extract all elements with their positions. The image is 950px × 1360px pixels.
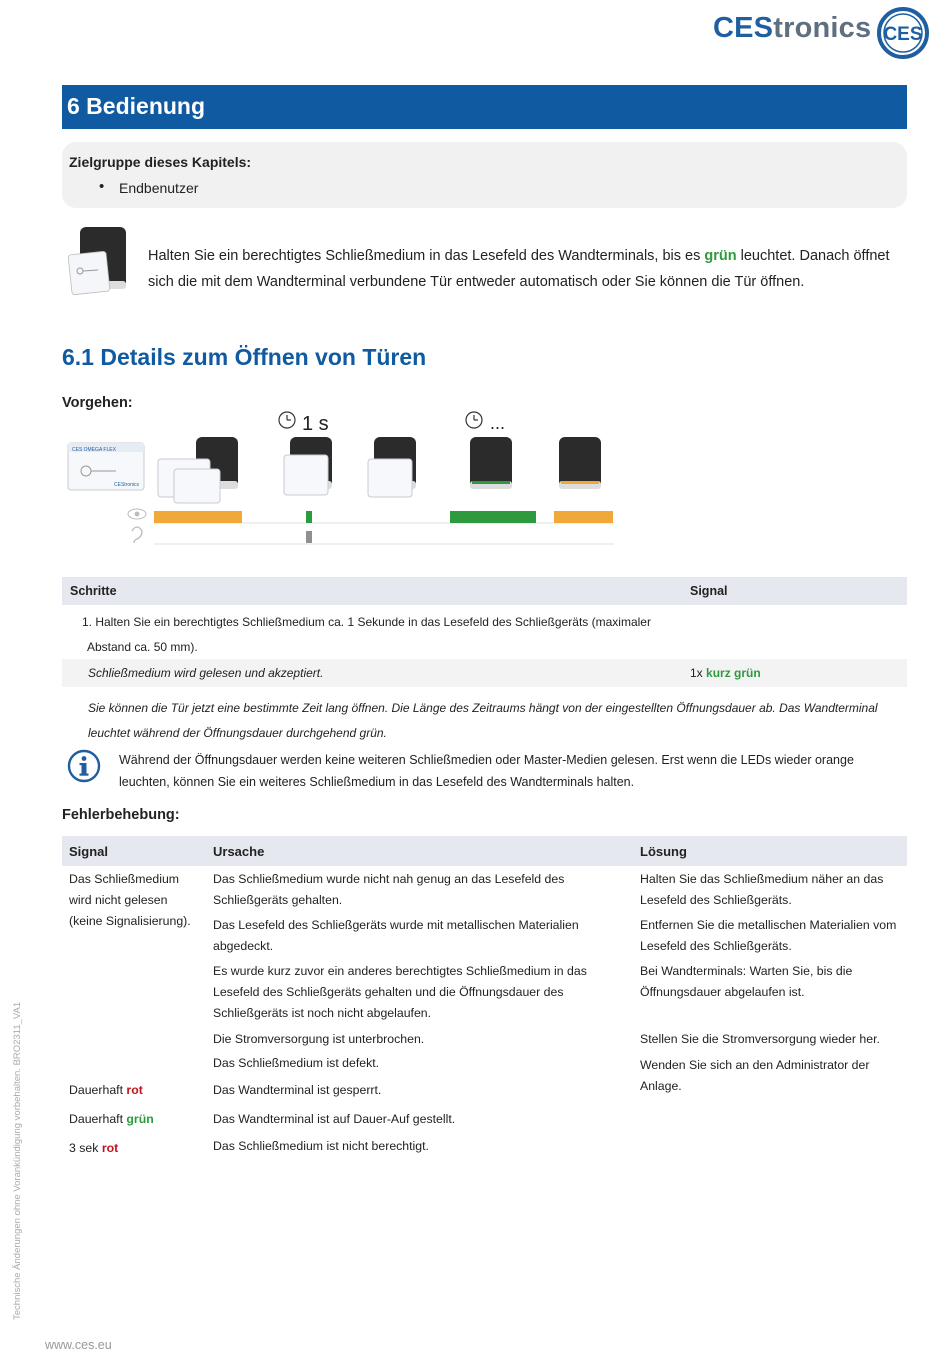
- signal-3-prefix: Dauerhaft: [69, 1112, 127, 1126]
- cause-1: Das Schließmedium wurde nicht nah genug an das Lesefeld des Schließgeräts gehalten.: [213, 872, 565, 907]
- terminal-step-3: [368, 437, 416, 497]
- info-icon: [67, 749, 101, 783]
- logo-suffix: tronics: [773, 12, 872, 44]
- access-card: [68, 443, 144, 490]
- led-bar-orange-end: [554, 511, 613, 523]
- step-note: Sie können die Tür jetzt eine bestimmte Zeit lang öffnen. Die Länge des Zeitraums hängt von der eingestellten Öffnungsdauer ab. Das Wandterminal leuchtet während der Öffnungsdauer durchgehend grün.: [88, 701, 878, 740]
- eye-icon: [128, 509, 146, 519]
- ear-icon: [132, 527, 142, 543]
- cause-8: Das Schließmedium ist nicht berechtigt.: [213, 1139, 429, 1153]
- col-signal: Signal: [69, 844, 109, 859]
- intro-text-after: leuchtet. Danach öffnet sich die mit dem Wandterminal verbundene Tür entweder automatisch oder Sie können die Tür öffnen.: [148, 248, 890, 290]
- signal-3-color: grün: [126, 1112, 154, 1126]
- cause-2: Das Lesefeld des Schließgeräts wurde mit metallischen Materialien abgedeckt.: [213, 918, 579, 953]
- col-cause: Ursache: [213, 844, 265, 859]
- signal-permanent-green: [69, 1109, 154, 1130]
- logo-brand: CES: [713, 12, 774, 44]
- wall-terminal-with-card-illustration: [66, 225, 130, 297]
- troubleshooting-label: Fehlerbehebung:: [62, 807, 180, 823]
- step-result-text: Schließmedium wird gelesen und akzeptiert.: [88, 666, 324, 680]
- step-1-text: 1. Halten Sie ein berechtigtes Schließmedium ca. 1 Sekunde in das Lesefeld des Schließgeräts (maximaler Abstand ca. 50 mm).: [82, 615, 651, 654]
- target-group-box: [62, 142, 907, 208]
- step-signal-prefix: 1x: [690, 666, 707, 680]
- solution-5: Wenden Sie sich an den Administrator der Anlage.: [640, 1058, 870, 1093]
- signal-4-color: rot: [101, 1141, 119, 1155]
- led-bar-green-open: [450, 511, 536, 523]
- solution-3: Bei Wandterminals: Warten Sie, bis die Öffnungsdauer abgelaufen ist.: [640, 964, 853, 999]
- timer-1s-label: 1 s: [302, 413, 329, 435]
- col-solution: Lösung: [640, 844, 687, 859]
- sound-bar-beep: [306, 531, 312, 543]
- footer-url: www.ces.eu: [45, 1338, 112, 1352]
- chapter-banner: [62, 85, 907, 129]
- chapter-title: 6 Bedienung: [67, 93, 206, 119]
- step-signal: [690, 666, 761, 680]
- cause-3: Es wurde kurz zuvor ein anderes berechtigtes Schließmedium in das Lesefeld des Schließgeräts gehalten und die Öffnungsdauer des Schließgeräts ist noch nicht abgelaufen.: [213, 964, 587, 1020]
- cause-5: Das Schließmedium ist defekt.: [213, 1056, 380, 1070]
- timer-1s: [279, 412, 329, 435]
- intro-text-before: Halten Sie ein berechtigtes Schließmedium in das Lesefeld des Wandterminals, bis es: [148, 248, 705, 264]
- signal-permanent-red: [69, 1080, 143, 1101]
- ces-emblem-icon: [876, 6, 930, 60]
- info-note-text: Während der Öffnungsdauer werden keine weiteren Schließmedien oder Master-Medien gelesen. Erst wenn die LEDs wieder orange leuchten, können Sie ein weiteres Schließmedium in das Lesefeld des Wandterminals halten.: [119, 753, 854, 789]
- card-brand: CES OMEGA FLEX: [72, 447, 116, 453]
- terminal-step-4: [470, 437, 512, 489]
- solution-1: Halten Sie das Schließmedium näher an das Lesefeld des Schließgeräts.: [640, 872, 884, 907]
- target-group-title: Zielgruppe dieses Kapitels:: [69, 154, 252, 170]
- bullet: •: [99, 178, 105, 195]
- led-bar-orange-start: [154, 511, 242, 523]
- led-bar-green-short: [306, 511, 312, 523]
- troubleshooting-table-header: [62, 836, 907, 866]
- sidebar-disclaimer: Technische Änderungen ohne Vorankündigung vorbehalten. BRO2311_VA1: [12, 1001, 23, 1320]
- signal-2-prefix: Dauerhaft: [69, 1083, 127, 1097]
- terminal-step-5: [559, 437, 601, 489]
- cause-4: Die Stromversorgung ist unterbrochen.: [213, 1032, 425, 1046]
- card-logo: CEStronics: [114, 482, 140, 488]
- cause-6: Das Wandterminal ist gesperrt.: [213, 1083, 382, 1097]
- cause-7: Das Wandterminal ist auf Dauer-Auf gestellt.: [213, 1112, 456, 1126]
- emblem-text: CES: [883, 24, 923, 45]
- signal-2-color: rot: [126, 1083, 143, 1097]
- brand-logo-text: [713, 12, 871, 45]
- col-signal: Signal: [690, 584, 728, 598]
- procedure-label: Vorgehen:: [62, 395, 133, 411]
- signal-not-read: Das Schließmedium wird nicht gelesen (keine Signalisierung).: [69, 872, 191, 928]
- intro-paragraph: [148, 243, 906, 295]
- terminal-step-1: [158, 437, 238, 503]
- intro-highlight-green: grün: [704, 248, 737, 264]
- col-steps: Schritte: [70, 584, 117, 598]
- section-title: 6.1 Details zum Öffnen von Türen: [62, 344, 427, 370]
- timer-waiting-label: ...: [490, 413, 506, 433]
- target-group-item: Endbenutzer: [119, 180, 199, 196]
- solution-4: Stellen Sie die Stromversorgung wieder her.: [640, 1032, 880, 1046]
- signal-4-prefix: 3 sek: [69, 1141, 102, 1155]
- terminal-step-2: [284, 437, 332, 495]
- signal-3sec-red: [69, 1138, 118, 1159]
- procedure-illustration: [62, 405, 622, 550]
- solution-2: Entfernen Sie die metallischen Materialien vom Lesefeld des Schließgeräts.: [640, 918, 897, 953]
- step-signal-highlight: kurz grün: [706, 666, 761, 680]
- timer-waiting: [466, 412, 505, 433]
- steps-table-header: [62, 577, 907, 605]
